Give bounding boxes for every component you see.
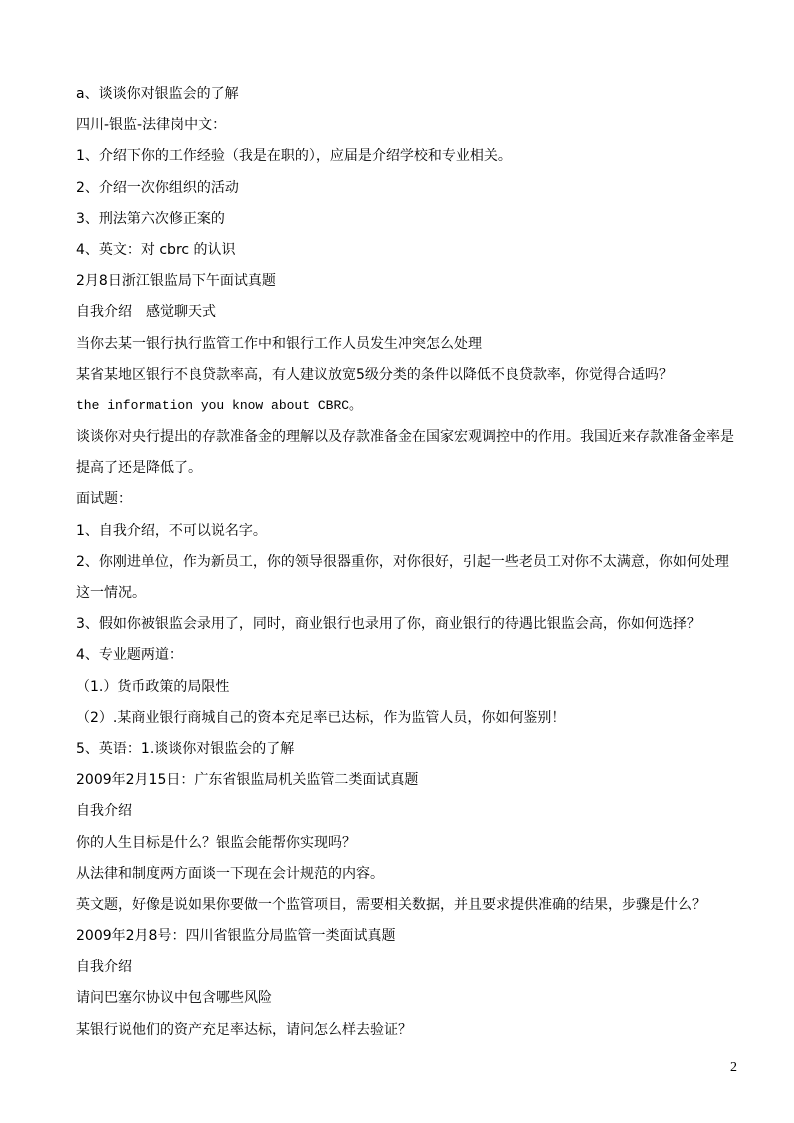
text-line: 5、英语：1.谈谈你对银监会的了解 <box>76 740 295 757</box>
page-number: 2 <box>730 1060 737 1075</box>
section-heading: 2009年2月8号：四川省银监分局监管一类面试真题 <box>76 928 396 945</box>
text-line: 提高了还是降低了。 <box>76 460 202 477</box>
text-line: 自我介绍 感觉聊天式 <box>76 304 216 321</box>
text-line: 自我介绍 <box>76 959 132 976</box>
section-heading: 面试题： <box>76 491 132 508</box>
text-line: 2、介绍一次你组织的活动 <box>76 179 239 196</box>
text-line: 1、介绍下你的工作经验（我是在职的），应届是介绍学校和专业相关。 <box>76 148 512 165</box>
text-line: 3、刑法第六次修正案的 <box>76 210 225 227</box>
text-line-english: the information you know about CBRC。 <box>76 397 363 413</box>
text-line: 自我介绍 <box>76 803 132 820</box>
text-line: 四川-银监-法律岗中文： <box>76 117 227 134</box>
text-line: 这一情况。 <box>76 585 146 601</box>
text-line: 请问巴塞尔协议中包含哪些风险 <box>76 990 272 1007</box>
text-line: 3、假如你被银监会录用了，同时，商业银行也录用了你，商业银行的待遇比银监会高，你如何选择？ <box>76 616 701 633</box>
text-line: 英文题，好像是说如果你要做一个监管项目，需要相关数据，并且要求提供准确的结果，步骤是什么？ <box>76 896 706 913</box>
section-heading: 2009年2月15日：广东省银监局机关监管二类面试真题 <box>76 772 419 789</box>
text-line: 4、专业题两道： <box>76 647 183 664</box>
text-line: 1、自我介绍，不可以说名字。 <box>76 522 267 539</box>
text-line: 2、你刚进单位，作为新员工，你的领导很器重你，对你很好，引起一些老员工对你不太满意，你如何处理 <box>76 553 729 570</box>
text-line: 某省某地区银行不良贷款率高，有人建议放宽5级分类的条件以降低不良贷款率，你觉得合适吗？ <box>76 366 673 383</box>
text-line: 你的人生目标是什么？银监会能帮你实现吗？ <box>76 834 356 851</box>
section-heading: 2月8日浙江银监局下午面试真题 <box>76 273 276 290</box>
text-line: （2）.某商业银行商城自己的资本充足率已达标，作为监管人员，你如何鉴别！ <box>76 709 566 726</box>
text-line: 某银行说他们的资产充足率达标，请问怎么样去验证？ <box>76 1021 412 1038</box>
text-line: 从法律和制度两方面谈一下现在会计规范的内容。 <box>76 865 384 882</box>
document-body <box>76 84 736 1051</box>
text-line: 4、英文：对 cbrc 的认识 <box>76 241 236 258</box>
text-line: 当你去某一银行执行监管工作中和银行工作人员发生冲突怎么处理 <box>76 335 482 352</box>
text-line: 谈谈你对央行提出的存款准备金的理解以及存款准备金在国家宏观调控中的作用。我国近来存款准备金率是 <box>76 429 734 446</box>
text-line: （1.）货币政策的局限性 <box>76 678 230 695</box>
text-line: a、谈谈你对银监会的了解 <box>76 86 239 102</box>
